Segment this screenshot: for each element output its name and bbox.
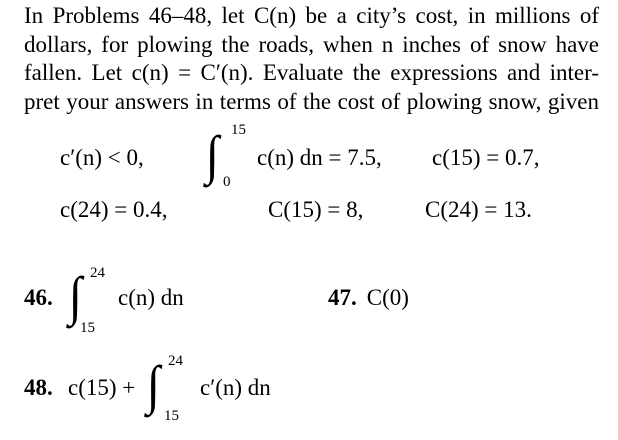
problem-46-lower-limit: 15 bbox=[80, 320, 95, 336]
problem-47-expression: C(0) bbox=[366, 285, 409, 310]
intro-line-3: fallen. Let c(n) = C′(n). Evaluate the expressions and inter- bbox=[24, 60, 599, 85]
problem-48-integrand: c′(n) dn bbox=[200, 375, 271, 400]
given-C24: C(24) = 13. bbox=[425, 197, 532, 222]
problem-48-lower-limit: 15 bbox=[164, 408, 179, 424]
problem-46 bbox=[24, 265, 224, 340]
integral-lower-limit: 0 bbox=[223, 174, 231, 190]
intro-line-1: In Problems 46–48, let C(n) be a city’s cost, in millions of bbox=[24, 3, 599, 28]
problem-46-integrand: c(n) dn bbox=[118, 285, 184, 310]
integral-sign-icon: ∫ bbox=[68, 266, 83, 326]
problem-48-upper-limit: 24 bbox=[168, 353, 183, 369]
problem-48-prefix: c(15) + bbox=[68, 375, 136, 400]
given-c24: c(24) = 0.4, bbox=[60, 197, 168, 222]
problem-47 bbox=[328, 285, 409, 311]
integral-sign-icon: ∫ bbox=[146, 355, 161, 415]
given-derivative-condition: c′(n) < 0, bbox=[60, 145, 144, 170]
problem-46-upper-limit: 24 bbox=[90, 265, 105, 281]
problem-48-number: 48. bbox=[24, 375, 53, 400]
given-c15: c(15) = 0.7, bbox=[432, 145, 540, 170]
given-C15: C(15) = 8, bbox=[268, 197, 364, 222]
intro-line-2: dollars, for plowing the roads, when n inches of snow have bbox=[24, 31, 599, 57]
problem-48 bbox=[24, 352, 324, 432]
integral-upper-limit: 15 bbox=[231, 122, 246, 138]
problem-46-number: 46. bbox=[24, 285, 53, 310]
intro-line-4: pret your answers in terms of the cost of plowing snow, given bbox=[24, 88, 599, 114]
integral-integrand: c(n) dn = 7.5, bbox=[257, 145, 382, 170]
integral-sign-icon: ∫ bbox=[205, 125, 220, 185]
problem-47-number: 47. bbox=[328, 285, 357, 310]
problem-intro bbox=[24, 2, 599, 116]
